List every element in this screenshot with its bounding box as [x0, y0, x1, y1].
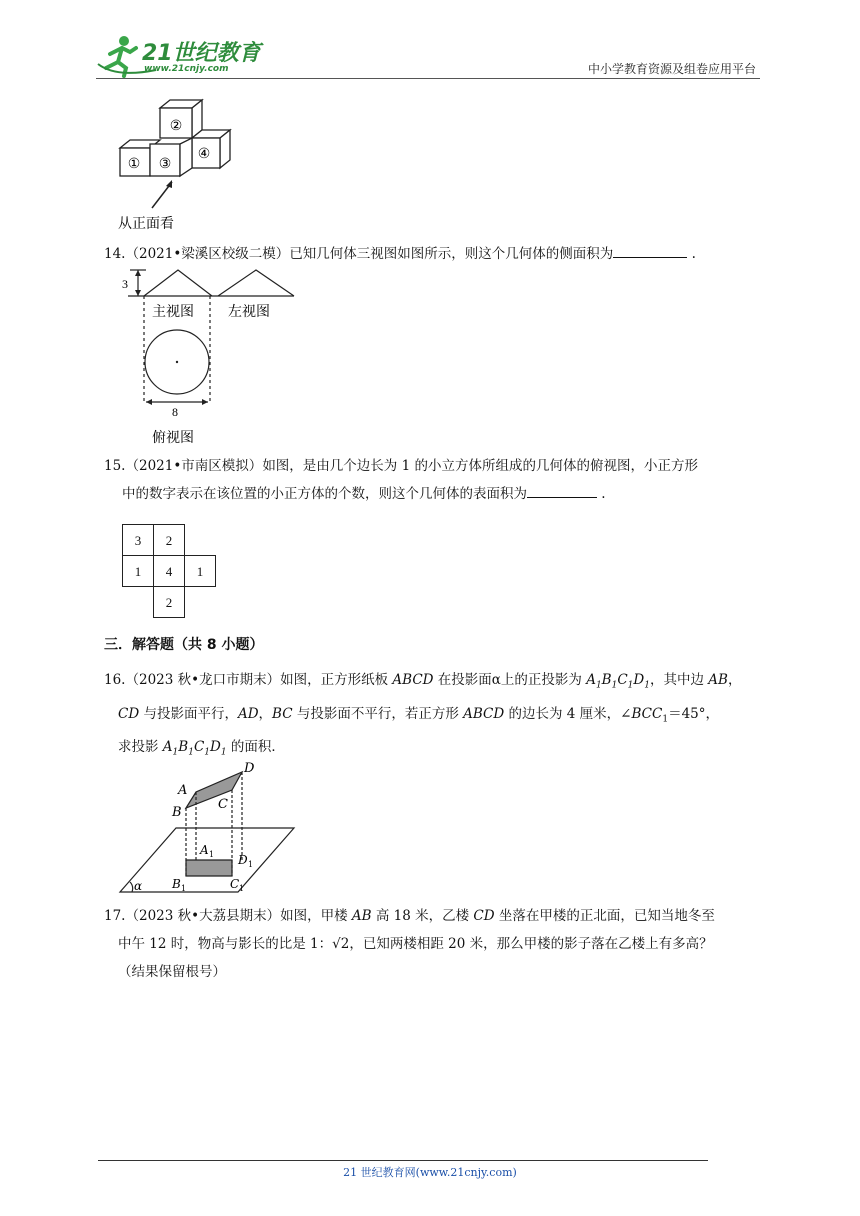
cube-label-2: ②	[169, 118, 183, 134]
logo-text: 21世纪教育	[142, 41, 261, 66]
cube-label-3: ③	[158, 156, 172, 172]
question-15	[104, 452, 764, 508]
q16-text: ，	[258, 705, 273, 722]
projection-name: $A_1B_1C_1D_1$	[162, 739, 227, 759]
label-A: A	[178, 783, 188, 798]
label-C: C	[218, 797, 228, 812]
q16-source: （2023 秋•龙口市期末）	[125, 672, 281, 688]
q16-var: ABCD	[463, 705, 505, 722]
label-C1: C	[230, 877, 240, 891]
q16-text: ＝45°，	[668, 705, 720, 722]
q16-var: ABCD	[392, 672, 434, 688]
q16-var: BCC	[631, 705, 663, 722]
q17-text: 坐落在甲楼的正北面，已知当地冬至	[494, 908, 715, 924]
left-view-label: 左视图	[228, 304, 270, 320]
q16-var: BC	[272, 705, 293, 722]
q17-text: ，已知两楼相距 20 米，那么甲楼的影子落在乙楼上有多高？	[349, 936, 713, 952]
label-C1-sub: 1	[239, 884, 245, 893]
header-platform-text: 中小学教育资源及组卷应用平台	[587, 62, 756, 76]
question-17	[104, 902, 764, 986]
sqrt-two: √2	[332, 936, 350, 952]
diameter-label: 8	[172, 405, 178, 419]
question-16: 16.（2023 秋•龙口市期末）如图，正方形纸板 ABCD 在投影面α上的正投影为 $A_1B_1C_1D_1$，其中边 AB， CD 与投影面平行，AD，BC 与投影面不平行，若正方形 ABCD 的边长为 4 厘米，$\angle BCC_1=45^\circ$， 求投影 $A_1B_1C_1D_1$ 的面积．	[104, 672, 742, 759]
q17-text: 如图，甲楼	[280, 908, 352, 924]
q16-text: 与投影面平行，	[139, 705, 238, 722]
q17-note: （结果保留根号）	[118, 964, 226, 980]
logo-url: www.21cnjy.com	[144, 64, 229, 74]
q16-text: 求投影	[118, 739, 163, 756]
q16-number: 16.	[104, 672, 126, 688]
height-label: 3	[122, 277, 128, 291]
q16-text: 的边长为 4 厘米，∠	[504, 705, 632, 722]
grid-cell: 1	[184, 555, 216, 587]
q15-line2: 中的数字表示在该位置的小正方体的个数，则这个几何体的表面积为	[122, 486, 527, 502]
label-A1: A	[200, 843, 209, 857]
label-D1: D	[238, 853, 248, 867]
q15-line1: 如图，是由几个边长为 1 的小立方体所组成的几何体的俯视图，小正方形	[262, 458, 698, 474]
q14-source: （2021•梁溪区校级二模）	[125, 246, 290, 262]
label-B1-sub: 1	[181, 884, 187, 893]
q16-text: 与投影面不平行，若正方形	[292, 705, 464, 722]
circle-center	[176, 361, 178, 363]
q15-number: 15.	[104, 458, 126, 474]
cubes-figure	[116, 96, 236, 232]
front-view-label: 主视图	[152, 304, 194, 320]
q16-text: 在投影面α上的正投影为	[433, 672, 587, 688]
grid-cell: 4	[153, 555, 185, 587]
q15-end: .	[601, 486, 606, 502]
q14-text: 已知几何体三视图如图所示，则这个几何体的侧面积为	[289, 246, 614, 262]
q17-var: AB	[351, 908, 372, 924]
grid-cell: 2	[153, 586, 185, 618]
q17-text: 中午 12 时，物高与影长的比是 1：	[118, 936, 333, 952]
top-view-label: 俯视图	[152, 430, 194, 446]
view-caption: 从正面看	[118, 216, 174, 232]
q17-text: 高 18 米，乙楼	[371, 908, 474, 924]
arrow-up-icon	[135, 270, 141, 276]
q16-text: 如图，正方形纸板	[280, 672, 393, 688]
section-title: 三．解答题（共 8 小题）	[104, 637, 264, 653]
q16-text: ，其中边	[649, 672, 709, 688]
q14-end: .	[691, 246, 696, 262]
question-14	[104, 240, 764, 268]
q15-answer-blank	[527, 483, 597, 498]
cube-label-4: ④	[197, 146, 211, 162]
arrow-down-icon	[135, 290, 141, 296]
grid-cell: 3	[122, 524, 154, 556]
q16-var: AB	[708, 672, 728, 688]
label-B: B	[172, 805, 182, 820]
header-divider	[96, 78, 760, 79]
arrow-left-icon	[146, 399, 152, 405]
q17-source: （2023 秋•大荔县期末）	[125, 908, 281, 924]
label-D1-sub: 1	[248, 860, 254, 869]
cube-label-1: ①	[127, 156, 141, 172]
grid-cell: 2	[153, 524, 185, 556]
footer-link[interactable]: 21 世纪教育网(www.21cnjy.com)	[343, 1166, 517, 1179]
q16-var: CD	[118, 705, 140, 722]
q14-number: 14.	[104, 246, 126, 262]
label-A1-sub: 1	[209, 850, 215, 859]
grid-cell: 1	[122, 555, 154, 587]
q15-source: （2021•市南区模拟）	[125, 458, 263, 474]
projection-figure	[116, 758, 300, 898]
three-view-figure	[118, 266, 298, 446]
footer-divider	[98, 1160, 708, 1161]
projection-name: $A_1B_1C_1D_1$	[586, 672, 650, 691]
q16-var: AD	[237, 705, 259, 722]
q16-text: 的面积．	[226, 739, 285, 756]
arrow-right-icon	[202, 399, 208, 405]
q14-answer-blank	[613, 243, 687, 258]
q17-var: CD	[473, 908, 495, 924]
label-D: D	[244, 761, 255, 776]
q16-text: ，	[727, 672, 742, 688]
q17-number: 17.	[104, 908, 126, 924]
arrow-head-icon	[166, 180, 172, 188]
label-B1: B	[172, 877, 181, 891]
label-alpha: α	[134, 879, 143, 893]
site-logo	[96, 34, 266, 78]
